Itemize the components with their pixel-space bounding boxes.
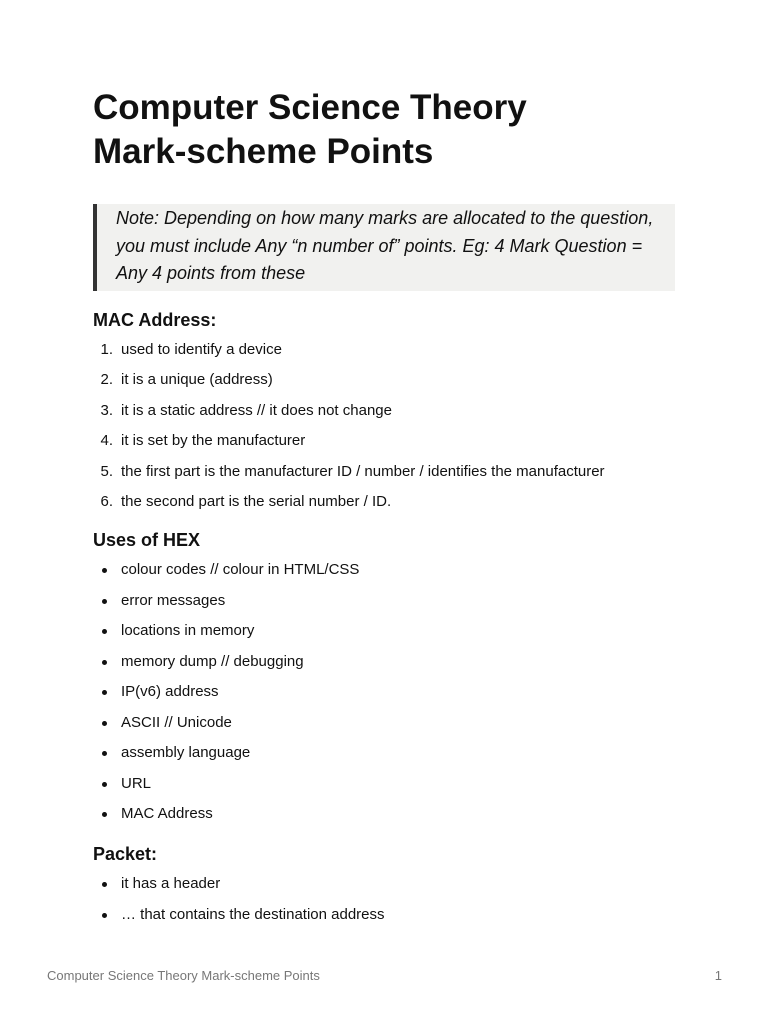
bullet-icon — [102, 913, 107, 918]
hex-list-item — [93, 774, 675, 793]
page-title — [93, 86, 675, 174]
hex-list-item — [93, 591, 675, 610]
list-item-text: used to identify a device — [121, 340, 282, 358]
bullet-icon — [102, 751, 107, 756]
page-title-line2: Mark-scheme Points — [93, 132, 434, 171]
mac-list-item — [93, 492, 675, 511]
hex-list-item — [93, 713, 675, 732]
hex-list-item — [93, 621, 675, 640]
page-number: 1 — [714, 968, 722, 983]
list-number: 6. — [100, 493, 113, 510]
list-number: 1. — [100, 340, 113, 358]
mac-address-heading: MAC Address: — [93, 309, 217, 330]
uses-of-hex-heading: Uses of HEX — [93, 530, 201, 550]
mac-list-item — [93, 340, 675, 359]
packet-list-item — [93, 874, 675, 893]
hex-list-item — [93, 560, 675, 579]
list-item-text: it has a header — [121, 875, 221, 892]
bullet-icon — [102, 660, 107, 665]
list-number: 3. — [100, 401, 113, 419]
list-item-text: locations in memory — [121, 622, 255, 639]
mac-list-item — [93, 462, 675, 481]
bullet-icon — [102, 629, 107, 634]
hex-list-item — [93, 682, 675, 701]
bullet-icon — [102, 882, 107, 887]
list-item-text: URL — [121, 774, 152, 792]
list-item-text: assembly language — [121, 744, 251, 761]
hex-list-item — [93, 804, 675, 823]
mac-list-item — [93, 401, 675, 420]
bullet-icon — [102, 782, 107, 787]
list-item-text: it is set by the manufacturer — [121, 432, 306, 449]
footer-title: Computer Science Theory Mark-scheme Points — [47, 968, 320, 983]
bullet-icon — [102, 599, 107, 604]
list-item-text: memory dump // debugging — [121, 652, 304, 670]
hex-list-item — [93, 743, 675, 762]
list-item-text: IP(v6) address — [121, 683, 219, 700]
packet-list — [93, 874, 675, 924]
list-item-text: it is a static address // it does not change — [121, 401, 392, 419]
list-item-text: error messages — [121, 591, 226, 609]
bullet-icon — [102, 690, 107, 695]
mac-list-item — [93, 431, 675, 450]
bullet-icon — [102, 721, 107, 726]
page-title-line1: Computer Science Theory — [93, 88, 527, 127]
bullet-icon — [102, 568, 107, 573]
list-item-text: MAC Address — [121, 805, 213, 822]
bullet-icon — [102, 812, 107, 817]
list-item-text: the first part is the manufacturer ID / number / identifies the manufacturer — [121, 462, 605, 480]
packet-heading: Packet: — [93, 844, 158, 864]
packet-list-item — [93, 905, 675, 924]
list-item-text: ASCII // Unicode — [121, 713, 232, 731]
uses-of-hex-list — [93, 560, 675, 823]
list-item-text: … that contains the destination address — [121, 905, 385, 923]
page-content — [93, 86, 675, 924]
note-blockquote: Note: Depending on how many marks are allocated to the question, you must include Any “n number of” points. Eg: 4 Mark Question = Any 4 points from these — [93, 204, 675, 291]
list-number: 4. — [100, 432, 113, 449]
list-number: 5. — [100, 462, 113, 480]
list-item-text: the second part is the serial number / ID. — [121, 493, 392, 510]
mac-address-list — [93, 340, 675, 512]
hex-list-item — [93, 652, 675, 671]
list-item-text: it is a unique (address) — [121, 371, 273, 388]
mac-list-item — [93, 370, 675, 389]
list-number: 2. — [100, 371, 113, 388]
list-item-text: colour codes // colour in HTML/CSS — [121, 561, 360, 578]
